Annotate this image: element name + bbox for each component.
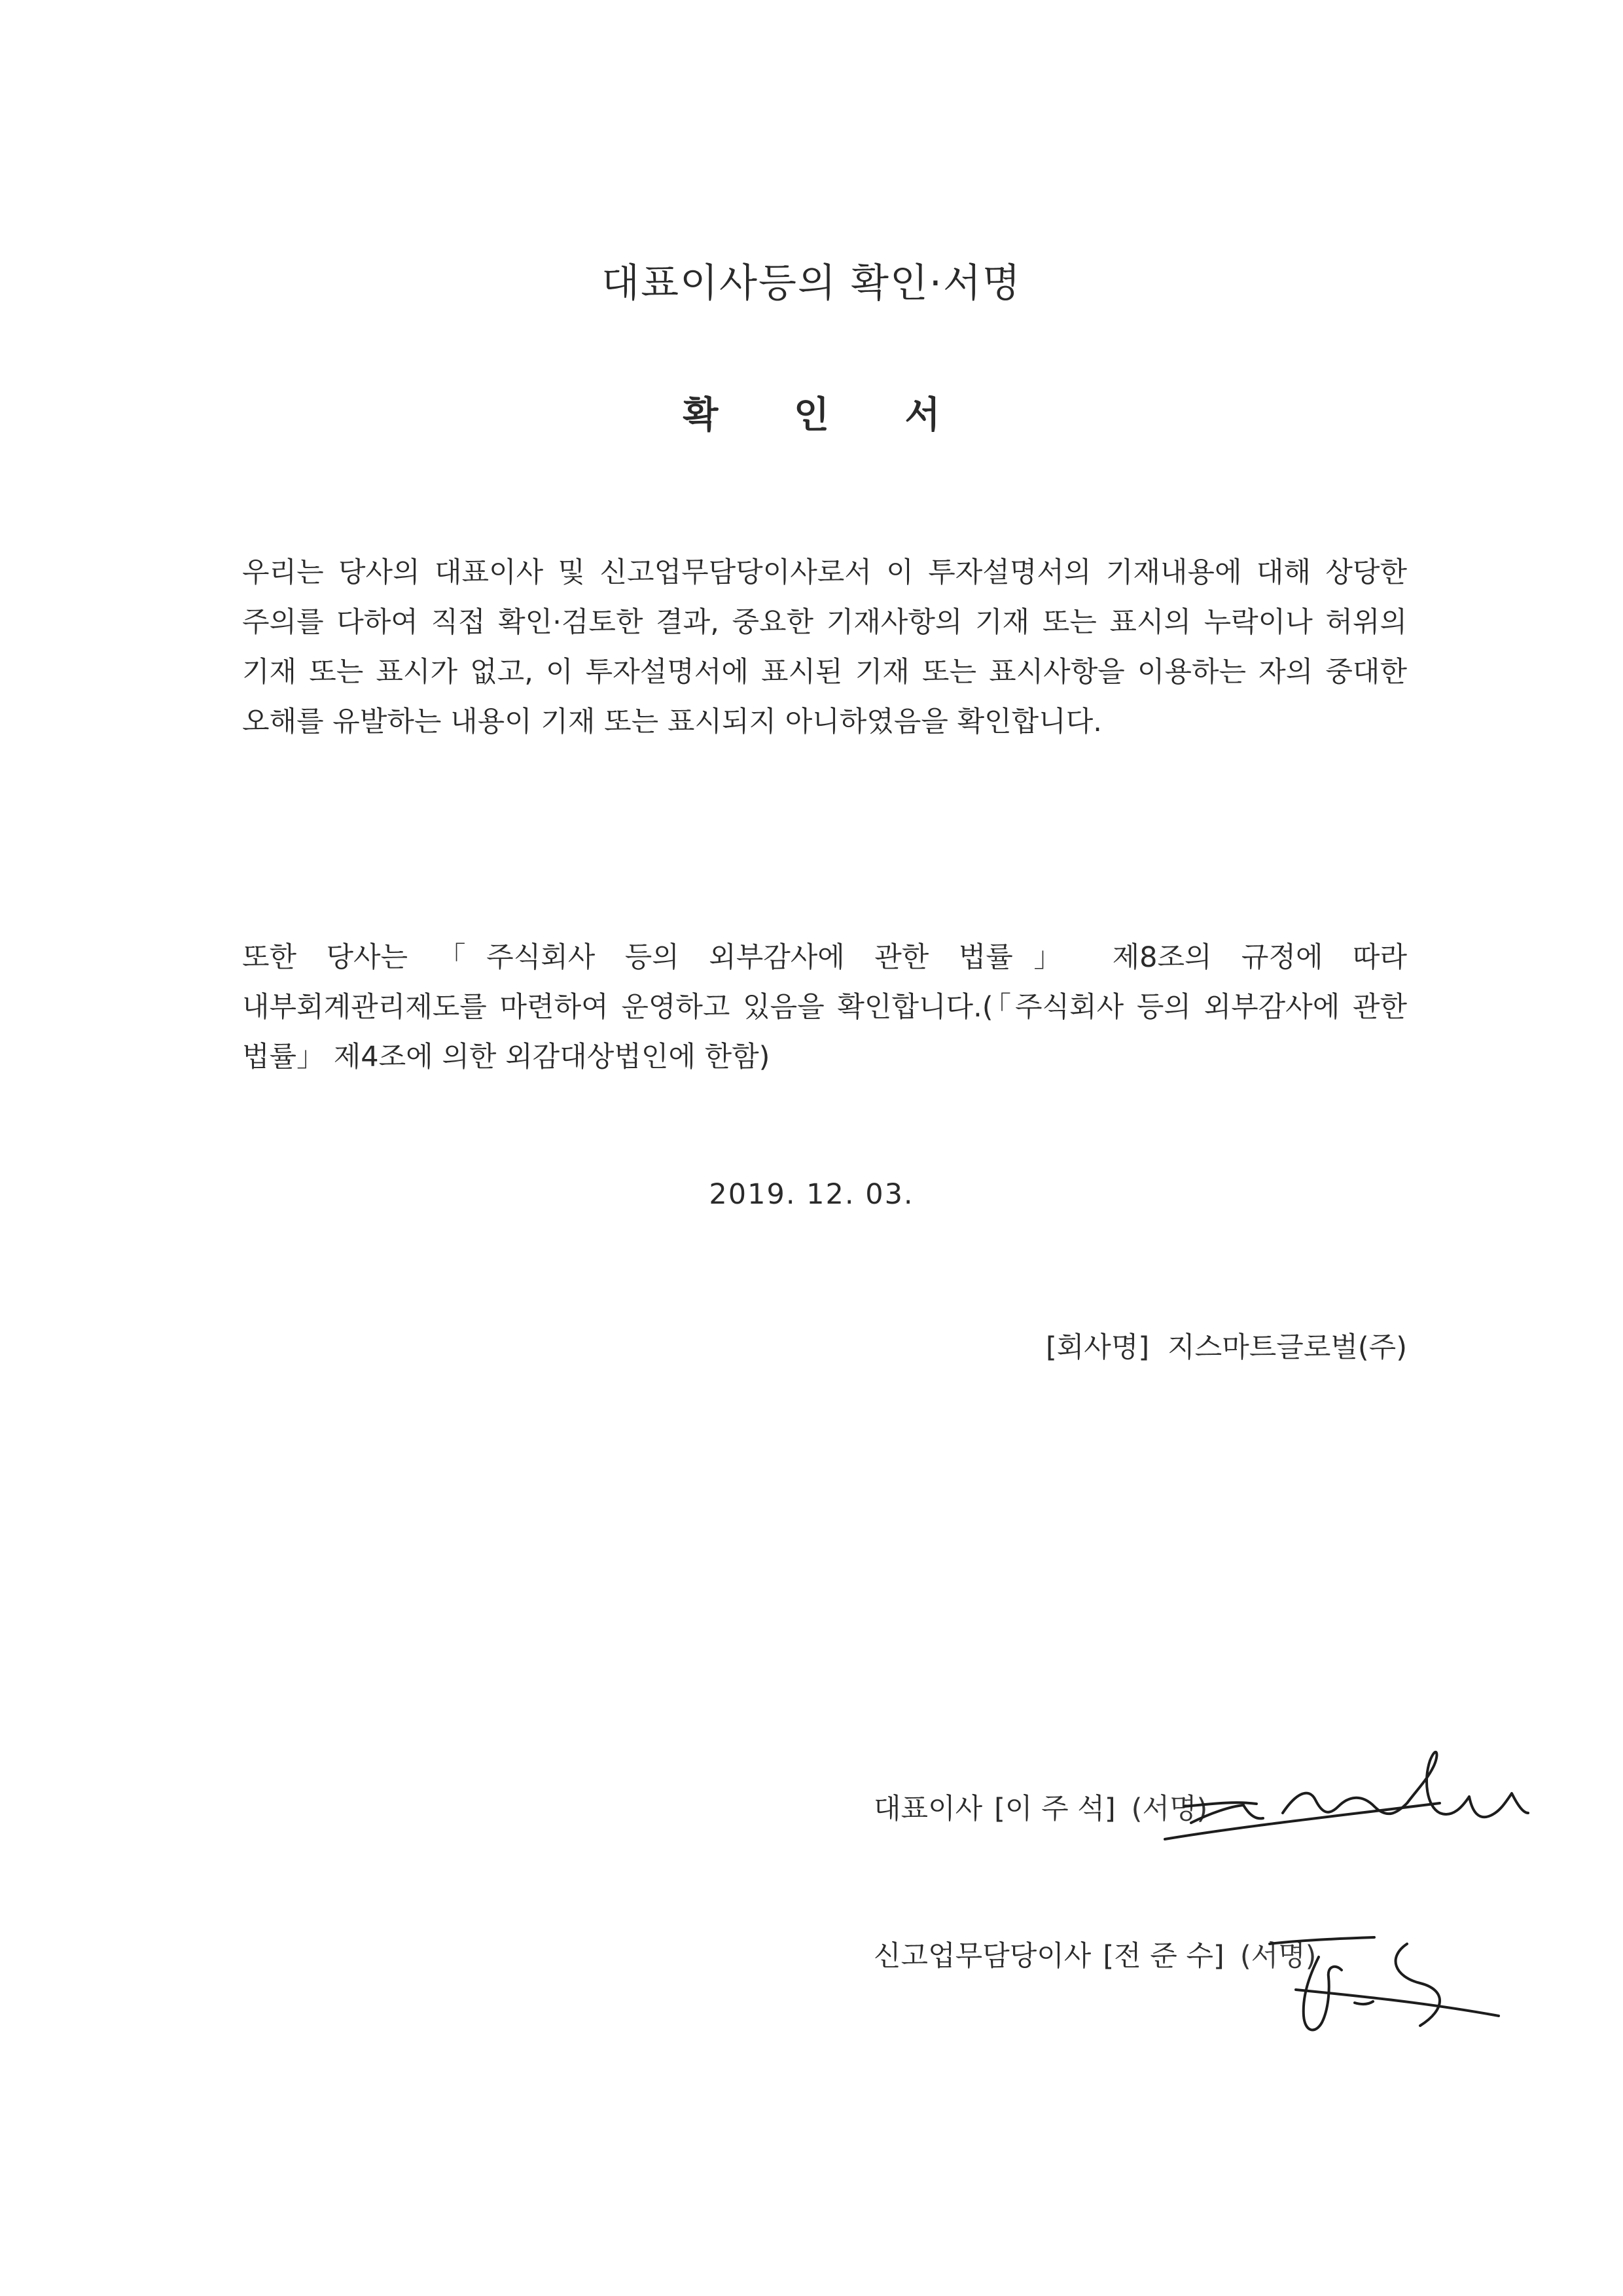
- signer-ceo: [874, 1787, 1207, 1827]
- signer-director-name: [전 준 수]: [1103, 1940, 1224, 1973]
- signer-director-mark: (서명): [1240, 1940, 1317, 1973]
- document-date: 2019. 12. 03.: [709, 1178, 914, 1211]
- company-line: [1046, 1325, 1407, 1365]
- director-handwritten-signature: [1257, 1918, 1505, 2042]
- signer-ceo-mark: (서명): [1131, 1793, 1208, 1825]
- document-subtitle: 확 인 서: [683, 394, 972, 437]
- signer-reporting-director: [874, 1934, 1316, 1974]
- signer-director-role: 신고업무담당이사: [874, 1940, 1092, 1973]
- internal-control-paragraph: 또한 당사는 「주식회사 등의 외부감사에 관한 법률」 제8조의 규정에 따라 내부회계관리제도를 마련하여 운영하고 있음을 확인합니다.(「주식회사 등의 외부감사에 관한 법률」 제4조에 의한 외감대상법인에 한함): [242, 941, 1407, 1073]
- signer-ceo-name: [이 주 석]: [994, 1793, 1116, 1825]
- signer-ceo-role: 대표이사: [874, 1793, 983, 1825]
- company-name: 지스마트글로벌(주): [1168, 1331, 1407, 1364]
- ceo-handwritten-signature: [1165, 1741, 1531, 1872]
- document-title: 대표이사등의 확인·서명: [601, 260, 1022, 306]
- company-label: [회사명]: [1045, 1331, 1150, 1364]
- confirmation-paragraph: 우리는 당사의 대표이사 및 신고업무담당이사로서 이 투자설명서의 기재내용에 대해 상당한 주의를 다하여 직접 확인·검토한 결과, 중요한 기재사항의 기재 또는 표시의 누락이나 허위의 기재 또는 표시가 없고, 이 투자설명서에 표시된 기재 또는 표시사항을 이용하는 자의 중대한 오해를 유발하는 내용이 기재 또는 표시되지 아니하였음을 확인합니다.: [242, 556, 1407, 738]
